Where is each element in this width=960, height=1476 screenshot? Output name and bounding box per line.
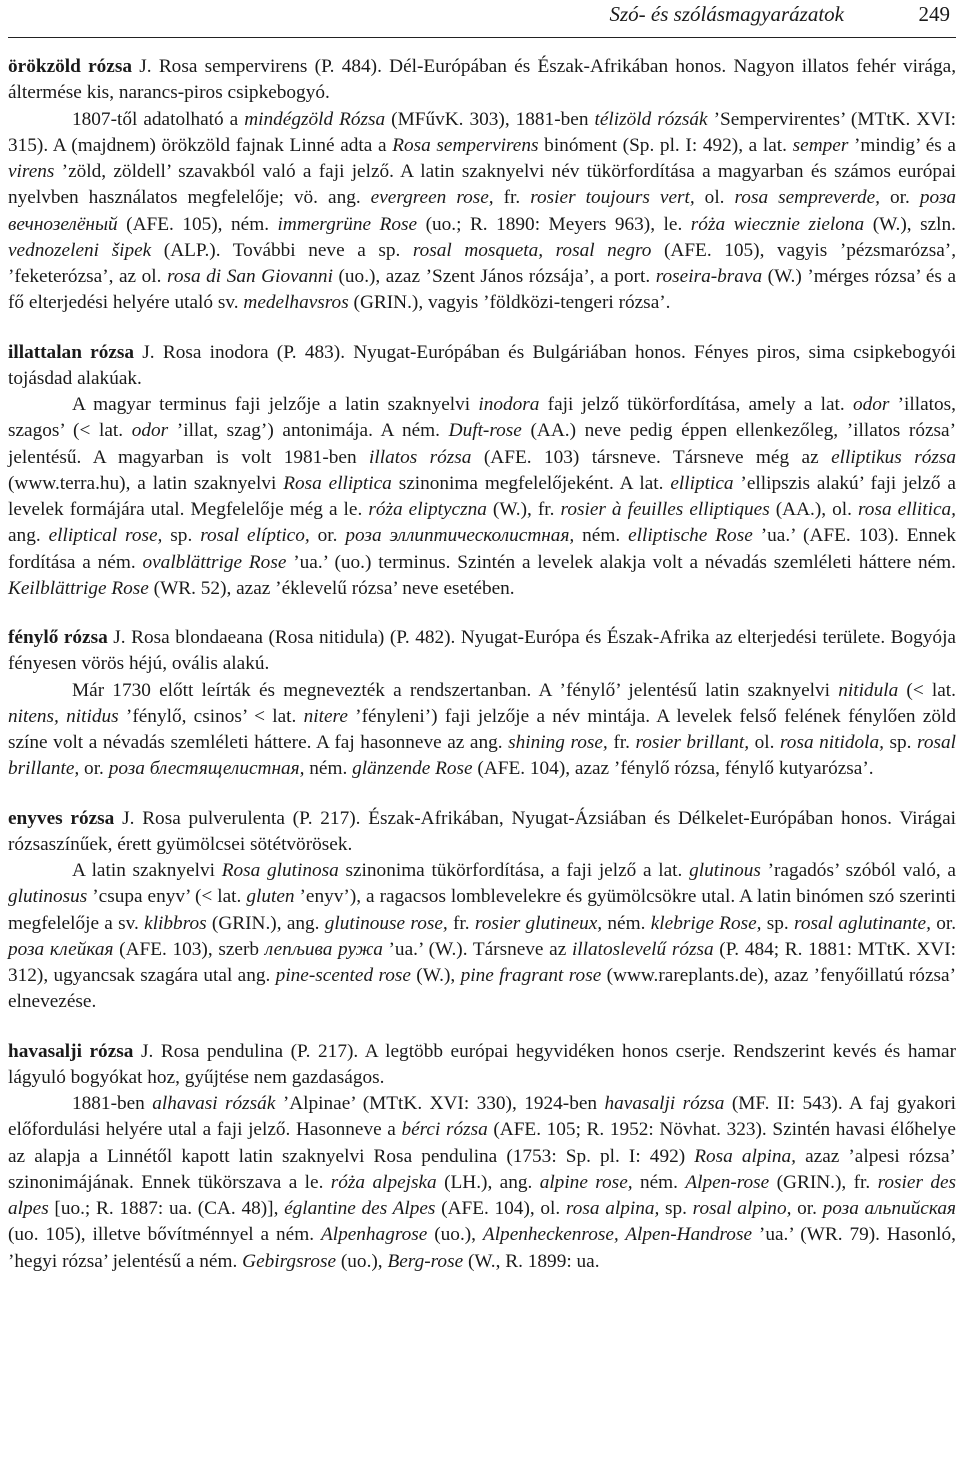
text-run: szinonima tükörfordítása, a faji jelző a lat. [338,860,690,881]
italic-term: rosal elíptico, [200,525,310,547]
text-run: ’mindig’ és a [848,134,956,156]
italic-term: Duft-rose [448,420,522,442]
text-run: (uo.), [427,1224,483,1246]
dictionary-entry [8,54,956,317]
text-run: (W.), [410,965,461,986]
text-run: (GRIN.), ang. [206,912,325,934]
italic-term: róża alpejska [330,1171,437,1193]
text-run: ’illatos, szagos’ (< lat. [8,394,956,442]
text-run: (AFE. 104), azaz ’fénylő rózsa, fénylő kutyarózsa’. [472,758,874,780]
text-run: J. Rosa blondaeana (Rosa nitidula) (P. 482). Nyugat-Európa és Észak-Afrika az elterjedési területe. Bogyója fényesen vörös héjú, ovális alakú. [8,627,956,675]
italic-term: rosa sempreverde, [734,187,880,209]
italic-term: Alpenhagrose [320,1224,428,1246]
page-number: 249 [918,2,950,26]
italic-term: glutinouse rose, [324,912,448,934]
italic-term: glänzende Rose [352,758,473,780]
text-run: (AA.), ol. [769,499,859,520]
italic-term: nitere [303,705,348,727]
italic-term: rosal alpino, [692,1198,792,1219]
italic-term: rosier brillant, [635,732,750,753]
italic-term: vednozeleni šipek [8,239,152,261]
text-run: J. Rosa pendulina (P. 217). A legtöbb európai hegyvidéken honos cserje. Rendszerint kevés és hamar lágyuló bogyókat hoz, gyűjtése nem gazdaságos. [8,1040,956,1088]
italic-term: pine fragrant rose [460,965,602,986]
entry-definition [8,54,956,107]
italic-term: virens [8,161,55,182]
text-run: ném. [304,758,353,780]
italic-term: Berg-rose [387,1250,464,1272]
text-run: A magyar terminus faji jelzője a latin szaknyelvi [72,394,479,415]
entry-headword: örökzöld rózsa [8,56,132,77]
text-run: (AFE. 104), ol. [435,1198,566,1219]
text-run: (AFE. 103) társneve. Társneve még az [471,446,832,468]
text-run: A latin szaknyelvi [72,860,222,881]
italic-term: Keilblättrige Rose [8,577,149,599]
italic-term: glutinosus [8,886,88,908]
italic-term: illatos rózsa [369,446,472,468]
text-run: J. Rosa inodora (P. 483). Nyugat-Európában és Bulgáriában honos. Fényes piros, sima csipkebogyói tojásdad alakúak. [8,341,957,389]
italic-term: télizöld rózsák [594,108,708,130]
text-run: (MF. II: 543). A faj gyakori előfordulási helyére utal a faji jelző. Hasonneve a [8,1093,956,1141]
text-run: (AFE. 103), szerb [113,938,265,960]
italic-term: evergreen rose, [370,187,494,209]
text-run: (W.) ’mérges rózsa’ és a fő elterjedési helyére utaló sv. [8,266,957,314]
text-run: ’ua.’ (WR. 79). Hasonló, ’hegyi rózsa’ jelentésű a ném. [8,1224,956,1272]
italic-term: gluten [246,886,295,908]
running-title: Szó- és szólásmagyarázatok [609,2,844,26]
text-run: (www.rareplants.de), azaz ’fenyőillatú rózsa’ elnevezése. [8,965,956,1013]
entry-definition [8,625,956,678]
entry-headword: havasalji rózsa [8,1040,134,1062]
italic-term: nitens, nitidus [8,705,119,727]
italic-term: rosier des alpes [8,1171,957,1219]
italic-term: elliptikus rózsa [831,446,956,468]
text-run: 1807-től adatolható a [72,108,245,130]
italic-term: medelhavsros [243,292,349,314]
italic-term: alpine rose, [539,1171,633,1193]
italic-term: Rosa alpina, [694,1145,796,1167]
italic-term: elliptica [670,472,734,494]
italic-term: rosier à feuilles elliptiques [560,499,770,520]
text-run: (AFE. 105), ném. [117,213,278,235]
text-run: J. Rosa sempervirens (P. 484). Dél-Európában és Észak-Afrikában honos. Nagyon illatos fehér virága, áltermése kis, narancs-piros csipkebogyó. [8,56,957,104]
text-run: (WR. 52), azaz ’éklevelű rózsa’ neve esetében. [148,577,515,599]
text-run: (GRIN.), vagyis ’földközi-tengeri rózsa’. [348,292,671,314]
italic-term: mindégzöld Rózsa [244,108,386,130]
entry-definition [8,340,956,393]
italic-term: rosa alpina, [565,1198,660,1219]
text-run: or. [791,1198,823,1219]
italic-term: rosa nitidola, [780,732,884,753]
italic-term: bérci rózsa [401,1119,488,1141]
entry-definition [8,1039,956,1092]
italic-term: rosal aglutinante, [794,912,931,934]
italic-term: klibbros [144,912,207,934]
italic-term: роза вечнозелёный [8,187,957,235]
text-run: or. [930,912,957,934]
text-run: sp. [162,525,201,547]
entry-headword: illattalan rózsa [8,341,135,363]
italic-term: alhavasi rózsák [152,1093,276,1114]
text-run: sp. [883,732,918,753]
italic-term: illatoslevelű rózsa [571,938,714,960]
italic-term: rosier toujours vert, [530,187,695,209]
dictionary-entries [8,54,956,1298]
italic-term: inodora [478,394,540,415]
dictionary-entry [8,625,956,783]
entry-headword: enyves rózsa [8,807,115,829]
text-run: 1881-ben [72,1093,153,1114]
entry-etymology [8,392,956,602]
text-run: ném. [632,1171,686,1193]
text-run: ’illat, szag’) antonimája. A ném. [168,420,449,442]
italic-term: odor [852,394,890,415]
text-run: binóment (Sp. pl. I: 492), a lat. [538,134,793,156]
entry-headword: fénylő rózsa [8,627,108,648]
italic-term: églantine des Alpes [284,1198,436,1219]
text-run: sp. [659,1198,693,1219]
text-run: (LH.), ang. [436,1171,540,1193]
italic-term: elliptical rose, [48,525,163,547]
text-run: fr. [493,187,531,209]
text-run: (uo.; R. 1890: Meyers 963), le. [417,213,691,235]
italic-term: róża wiecznie zielona [690,213,865,235]
italic-term: róża eliptyczna [368,499,487,520]
italic-term: роза клейкая [8,938,114,960]
italic-term: pine-scented rose [275,965,411,986]
text-run: ’enyv’), a ragacsos lomblevelekre és gyümölcsökre utal. A latin binómen szó szerinti megfelelője a sv. [8,886,956,934]
header-divider [8,37,956,38]
entry-etymology [8,678,956,783]
text-run: ’ua.’ (W.). Társneve az [382,938,572,960]
italic-term: Alpen-rose [685,1171,770,1193]
entry-definition [8,806,956,859]
entry-etymology [8,107,956,317]
dictionary-entry [8,1039,956,1275]
text-run: (AFE. 105; R. 1952: Növhat. 323). Szintén havasi élőhelye az alapja a Linnétől kapott latin szaknyelvi Rosa pendulina (1753: Sp. pl. I: 492) [8,1119,956,1167]
italic-term: elliptische Rose [628,525,753,547]
text-run: fr. [447,912,475,934]
text-run: ’ua.’ (AFE. 103). Ennek fordítása a ném. [8,525,956,573]
italic-term: Rosa sempervirens [392,134,539,156]
italic-term: Alpenheckenrose, Alpen-Handrose [482,1224,753,1246]
text-run: or. [879,187,920,209]
italic-term: роза альпийская [822,1198,956,1219]
text-run: ’fénylő, csinos’ < lat. [118,705,304,727]
text-run: (W.), fr. [486,499,561,520]
italic-term: roseira-brava [655,266,763,287]
text-run: (www.terra.hu), a latin szaknyelvi [8,472,284,494]
italic-term: semper [792,134,849,156]
text-run: ’csupa enyv’ (< lat. [87,886,247,908]
italic-term: rosa di San Giovanni [167,266,333,287]
text-run: ’ragadós’ szóból való, a [760,860,956,881]
text-run: (MFűvK. 303), 1881-ben [385,108,595,130]
text-run: [uo.; R. 1887: ua. (CA. 48)], [48,1198,285,1219]
text-run: ang. [8,525,49,547]
text-run: (ALP.). További neve a sp. [151,239,413,261]
dictionary-entry [8,340,956,603]
text-run: (uo.), [336,1250,388,1272]
text-run: (uo.), azaz ’Szent János rózsája’, a port. [332,266,656,287]
text-run: (W.), szln. [864,213,956,235]
italic-term: rosal mosqueta, rosal negro [412,239,652,261]
text-run: (< lat. [898,679,956,701]
text-run: ’fényleni’) faji jelzője a név mintája. A levelek felső felének fénylően zöld színe volt a névadás szemléleti háttere. A faj hasonneve az ang. [8,705,956,753]
text-run: azaz ’alpesi rózsa’ szinonimájának. Ennek tükörszava a le. [8,1145,956,1193]
italic-term: rosier glutineux, [474,912,603,934]
italic-term: shining rose, [508,732,608,753]
italic-term: роза блестящелистная, [108,758,305,780]
italic-term: Rosa elliptica [283,472,392,494]
dictionary-entry [8,806,956,1016]
text-run: or. [309,525,346,547]
text-run: ném. [574,525,629,547]
text-run: ol. [694,187,735,209]
text-run: fr. [607,732,636,753]
italic-term: nitidula [838,679,899,701]
italic-term: роза эллиптическолистная, [345,525,575,547]
text-run: (P. 484; R. 1881: MTtK. XVI: 312), ugyancsak szagára utal ang. [8,938,956,986]
text-run: ’Sempervirentes’ (MTtK. XVI: 315). A (majdnem) örökzöld fajnak Linné adta a [8,108,956,156]
text-run: ném. [602,912,651,934]
text-run: (uo. 105), illetve bővítménnyel a ném. [8,1224,321,1246]
italic-term: immergrüne Rose [277,213,418,235]
italic-term: klebrige Rose, [650,912,762,934]
text-run: ’ua.’ (uo.) terminus. Szintén a levelek alakja volt a névadás szemléleti háttere ném. [286,551,956,573]
text-run: ’Alpinae’ (MTtK. XVI: 330), 1924-ben [275,1093,605,1114]
text-run: ’ellipszis alakú’ faji jelző a levelek formájára utal. Megfelelője még a le. [8,472,956,520]
text-run: (AFE. 105), vagyis ’pézsmarózsa’, ’feketerózsa’, az ol. [8,239,957,287]
italic-term: Rosa glutinosa [221,860,339,881]
text-run: J. Rosa pulverulenta (P. 217). Észak-Afrikában, Nyugat-Ázsiában és Délkelet-Európában honos. Virágai rózsaszínűek, érett gyümölcsei sötétvörösek. [8,807,956,855]
italic-term: лепљива ружа [264,938,383,960]
italic-term: glutinous [689,860,761,881]
text-run: ol. [749,732,781,753]
italic-term: odor [131,420,169,442]
text-run: (AA.) neve pedig éppen ellenkezőleg, ’illatos rózsa’ jelentésű. A magyarban is volt 1981-ben [8,420,957,468]
text-run: sp. [761,912,795,934]
italic-term: rosal brillante, [8,732,956,780]
entry-etymology [8,858,956,1016]
italic-term: Gebirgsrose [242,1250,337,1272]
text-run: Már 1730 előtt leírták és megnevezték a rendszertanban. A ’fénylő’ jelentésű latin szaknyelvi [72,679,839,701]
text-run: szinonima megfelelőjeként. A lat. [391,472,671,494]
text-run: (W., R. 1899: ua. [463,1250,600,1272]
italic-term: ovalblättrige Rose [142,551,287,573]
text-run: or. [79,758,109,780]
italic-term: havasalji rózsa [604,1093,725,1114]
text-run: faji jelző tükörfordítása, amely a lat. [539,394,853,415]
italic-term: rosa ellitica, [858,499,957,520]
text-run: (GRIN.), fr. [769,1171,878,1193]
entry-etymology [8,1091,956,1275]
page-header [8,0,956,38]
text-run: ’zöld, zöldell’ szavakból való a faji jelző. A latin szaknyelvi név tükörfordítása a magyarban és számos európai nyelvben használatos megfelelője; vö. ang. [8,161,956,209]
